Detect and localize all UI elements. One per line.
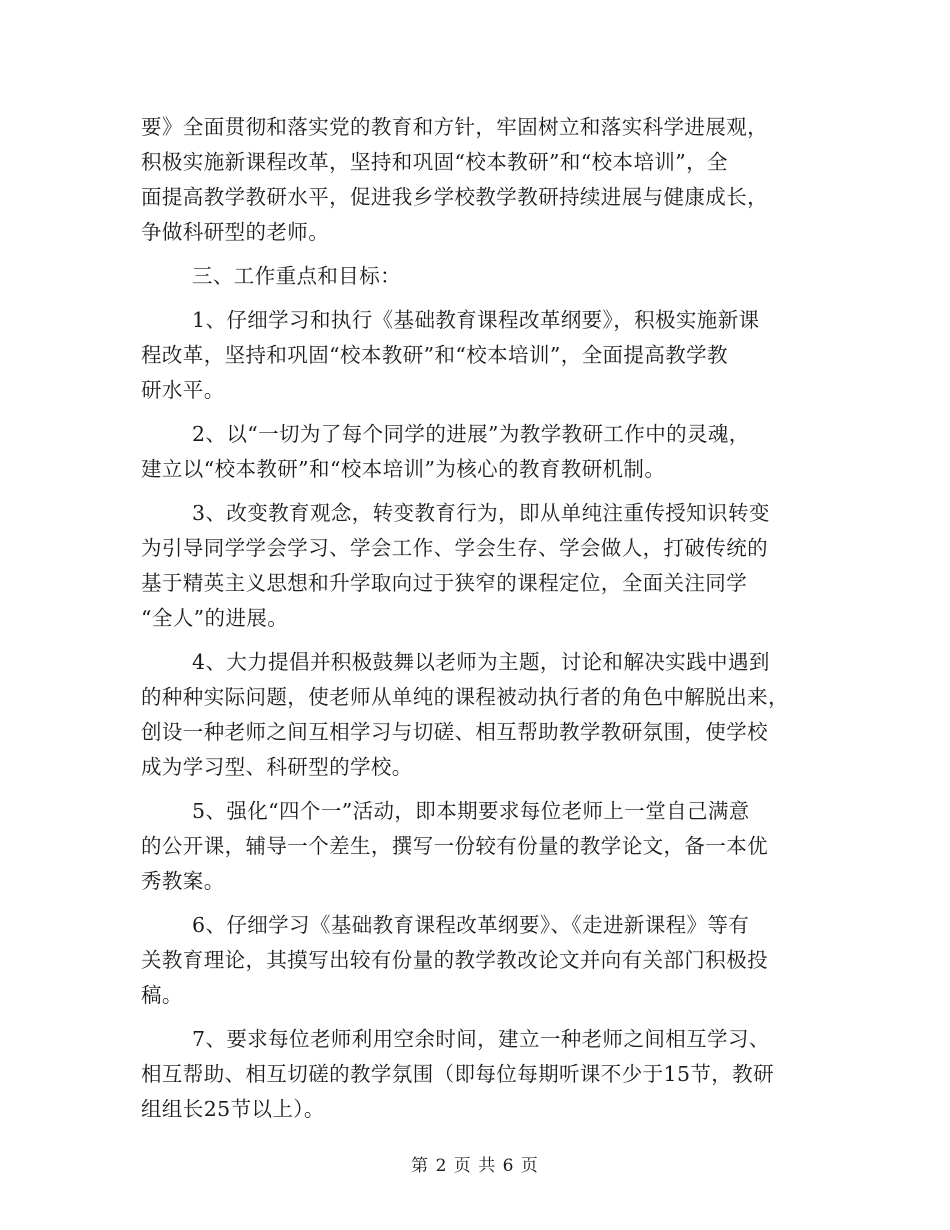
paragraph-gap xyxy=(141,250,811,259)
text-line: 2、以“一切为了每个同学的进展”为教学教研工作中的灵魂， xyxy=(192,422,750,446)
text-line: 程改革，坚持和巩固“校本教研”和“校本培训”，全面提高教学教 xyxy=(141,343,728,367)
paragraph-gap xyxy=(141,899,811,908)
paragraph xyxy=(141,908,811,1013)
text-line: 成为学习型、科研型的学校。 xyxy=(141,755,413,779)
text-line: 三、工作重点和目标： xyxy=(192,264,401,288)
paragraph xyxy=(141,496,811,636)
text-line: 秀教案。 xyxy=(141,869,225,893)
text-line: 的种种实际问题，使老师从单纯的课程被动执行者的角色中解脱出来， xyxy=(141,685,789,709)
paragraph-gap xyxy=(141,487,811,496)
text-line: 3、改变教育观念，转变教育行为，即从单纯注重传授知识转变 xyxy=(192,501,770,525)
paragraph-gap xyxy=(141,785,811,794)
text-line: 的公开课，辅导一个差生，撰写一份较有份量的教学论文，备一本优 xyxy=(141,834,768,858)
text-line: 1、仔细学习和执行《基础教育课程改革纲要》，积极实施新课 xyxy=(192,308,760,332)
paragraph-gap xyxy=(141,294,811,303)
paragraph xyxy=(141,259,811,294)
text-line: 5、强化“四个一”活动，即本期要求每位老师上一堂自己满意 xyxy=(192,799,750,823)
text-line: 积极实施新课程改革，坚持和巩固“校本教研”和“校本培训”，全 xyxy=(141,150,728,174)
text-line: 建立以“校本教研”和“校本培训”为核心的教育教研机制。 xyxy=(141,457,666,481)
text-line: 为引导同学学会学习、学会工作、学会生存、学会做人，打破传统的 xyxy=(141,536,768,560)
text-line: 7、要求每位老师利用空余时间，建立一种老师之间相互学习、 xyxy=(192,1027,770,1051)
paragraph xyxy=(141,794,811,899)
paragraph xyxy=(141,303,811,408)
text-line: 组组长25节以上）。 xyxy=(141,1097,325,1121)
text-line: 稿。 xyxy=(141,983,183,1007)
paragraph xyxy=(141,1022,811,1127)
paragraph-gap xyxy=(141,636,811,645)
document-body xyxy=(141,110,811,1127)
paragraph xyxy=(141,417,811,487)
text-line: 基于精英主义思想和升学取向过于狭窄的课程定位，全面关注同学 xyxy=(141,571,748,595)
text-line: 争做科研型的老师。 xyxy=(141,220,330,244)
text-line: 6、仔细学习《基础教育课程改革纲要》、《走进新课程》等有 xyxy=(192,913,750,937)
paragraph-gap xyxy=(141,1013,811,1022)
paragraph xyxy=(141,645,811,785)
paragraph-gap xyxy=(141,408,811,417)
text-line: 面提高教学教研水平，促进我乡学校教学教研持续进展与健康成长， xyxy=(141,185,768,209)
text-line: “全人”的进展。 xyxy=(141,606,289,630)
text-line: 要》全面贯彻和落实党的教育和方针，牢固树立和落实科学进展观， xyxy=(141,115,768,139)
text-line: 相互帮助、相互切磋的教学氛围（即每位每期听课不少于15节，教研 xyxy=(141,1062,774,1086)
page-footer: 第 2 页 共 6 页 xyxy=(411,1156,539,1176)
paragraph xyxy=(141,110,811,250)
text-line: 4、大力提倡并积极鼓舞以老师为主题，讨论和解决实践中遇到 xyxy=(192,650,770,674)
text-line: 关教育理论，其摸写出较有份量的教学教改论文并向有关部门积极投 xyxy=(141,948,768,972)
text-line: 研水平。 xyxy=(141,378,225,402)
text-line: 创设一种老师之间互相学习与切磋、相互帮助教学教研氛围，使学校 xyxy=(141,720,768,744)
